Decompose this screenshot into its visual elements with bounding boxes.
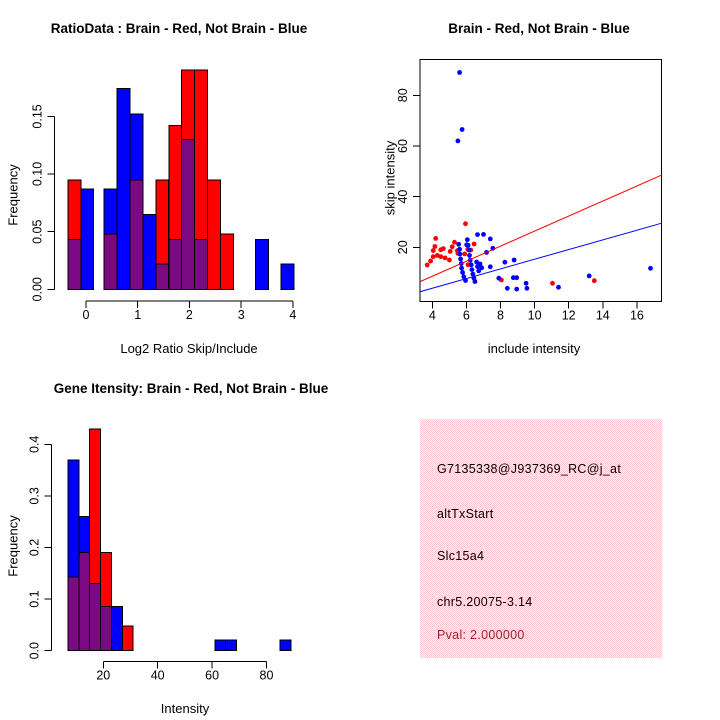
svg-text:0.05: 0.05 <box>30 219 45 244</box>
svg-text:0.4: 0.4 <box>27 435 42 453</box>
event-type-text: altTxStart <box>437 507 494 521</box>
svg-text:1: 1 <box>134 308 142 322</box>
svg-text:14: 14 <box>595 308 610 323</box>
svg-text:60: 60 <box>205 668 220 683</box>
ratio-hist-xlabel: Log2 Ratio Skip/Include <box>120 341 258 356</box>
svg-text:0.0: 0.0 <box>27 642 42 660</box>
gene-info-box <box>420 419 662 658</box>
svg-text:3: 3 <box>237 308 245 322</box>
svg-text:8: 8 <box>497 308 504 323</box>
svg-text:4: 4 <box>289 308 297 322</box>
svg-text:40: 40 <box>396 189 410 204</box>
gene-hist-ylabel: Frequency <box>5 515 21 577</box>
probe-id-text: G7135338@J937369_RC@j_at <box>437 462 622 476</box>
chromosome-location-text: chr5.20075-3.14 <box>437 595 533 609</box>
svg-text:2: 2 <box>185 308 193 322</box>
svg-text:16: 16 <box>629 308 644 323</box>
pval-text: Pval: 2.000000 <box>437 628 525 642</box>
svg-text:80: 80 <box>259 668 274 683</box>
svg-text:20: 20 <box>96 668 111 683</box>
svg-text:6: 6 <box>462 308 470 323</box>
svg-text:0.1: 0.1 <box>27 590 42 608</box>
svg-text:0: 0 <box>82 308 90 322</box>
svg-text:0.00: 0.00 <box>30 277 45 302</box>
svg-text:80: 80 <box>396 88 410 103</box>
svg-text:4: 4 <box>428 308 436 323</box>
ratio-hist-title: RatioData : Brain - Red, Not Brain - Blue <box>50 21 308 36</box>
svg-text:20: 20 <box>396 240 410 255</box>
scatter-title: Brain - Red, Not Brain - Blue <box>448 21 630 36</box>
svg-text:0.10: 0.10 <box>30 161 45 187</box>
svg-text:10: 10 <box>527 308 542 323</box>
gene-symbol-text: Slc15a4 <box>437 549 485 563</box>
svg-text:0.15: 0.15 <box>30 104 45 129</box>
scatter-ylabel: skip intensity <box>382 140 398 216</box>
svg-text:0.2: 0.2 <box>27 538 42 557</box>
scatter-xlabel: include intensity <box>487 341 581 356</box>
svg-text:40: 40 <box>150 668 165 683</box>
gene-hist-title: Gene Itensity: Brain - Red, Not Brain - Blue <box>53 381 329 396</box>
ratio-hist-ylabel: Frequency <box>5 164 21 226</box>
svg-text:12: 12 <box>561 308 576 323</box>
gene-hist-xlabel: Intensity <box>160 701 210 716</box>
svg-text:60: 60 <box>396 139 410 153</box>
svg-text:0.3: 0.3 <box>27 487 42 505</box>
